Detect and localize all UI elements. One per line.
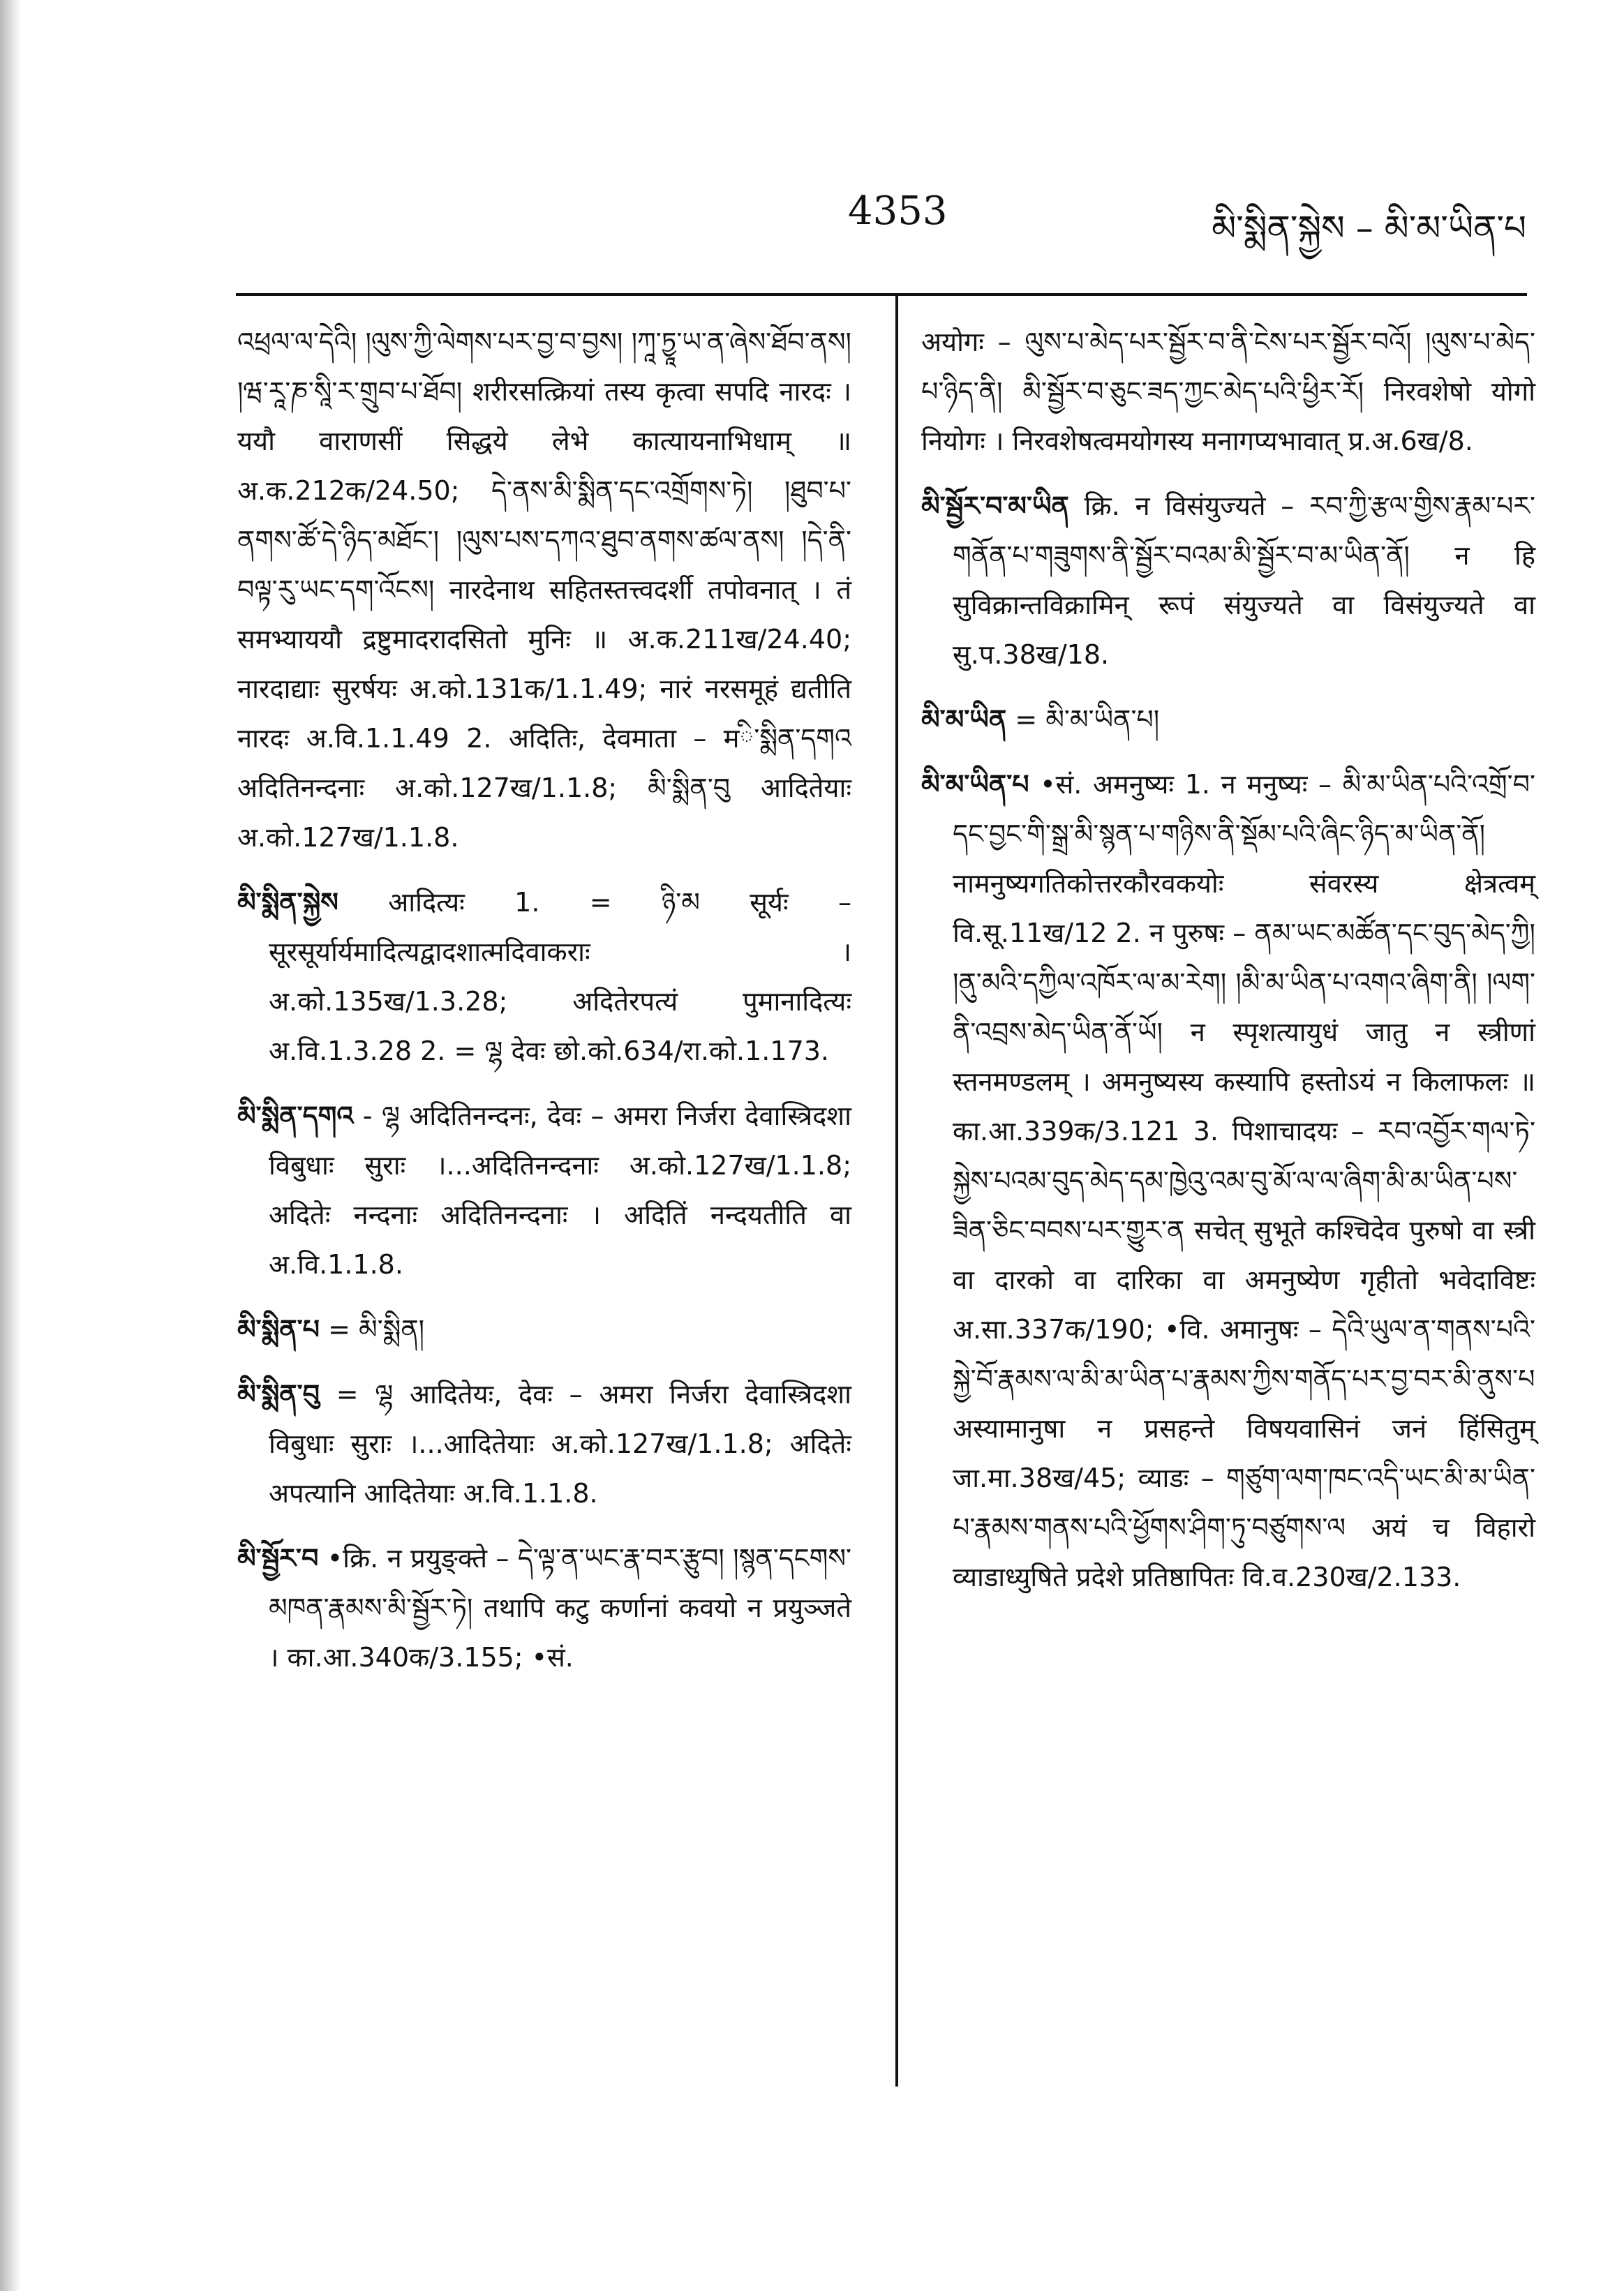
dictionary-entry xyxy=(237,1091,851,1290)
scan-edge-shadow xyxy=(0,0,21,2291)
continuation-text xyxy=(237,318,851,863)
entry-headword: མི་སྦྱོར་བ་མ་ཡིན xyxy=(921,491,1069,521)
entry-headword: མི་མ་ཡིན་པ xyxy=(921,769,1029,800)
continuation-text xyxy=(921,318,1535,466)
dictionary-entry xyxy=(237,1305,851,1355)
entry-headword: མི་སྨིན་དགའ xyxy=(237,1100,354,1131)
entry-text: = མི་སྨིན། xyxy=(328,1314,425,1345)
entry-headword: མི་སྨིན་བུ xyxy=(237,1379,320,1410)
entry-text: आदित्यः 1. = ཉི་མ सूर्यः – सूरसूर्यार्यमादित्यद्वादशात्मदिवाकराः । अ.को.135ख/1.3.28; अदितेरपत्यं पुमानादित्यः अ.वि.1.3.28 2. = ལྷ देवः छो.को.634/रा.को.1.173. xyxy=(269,887,851,1066)
entry-text: = མི་མ་ཡིན་པ། xyxy=(1015,704,1160,735)
entry-text: - ལྷ अदितिनन्दनः, देवः – अमरा निर्जरा देवास्त्रिदशा विबुधाः सुराः ।...अदितिनन्दनाः अ.को.127ख/1.1.8; अदितेः नन्दनाः अदितिनन्दनाः । अदितिं नन्दयतीति वा अ.वि.1.1.8. xyxy=(269,1100,851,1280)
entry-text: क्रि. न विसंयुज्यते – རབ་ཀྱི་རྩལ་གྱིས་རྣམ་པར་གནོན་པ་གཟུགས་ནི་སྦྱོར་བའམ་མི་སྦྱོར་བ་མ་ཡིན་ནོ། न हि सुविक्रान्तविक्रामिन् रूपं संयुज्यते वा विसंयुज्यते वा सु.प.38ख/18. xyxy=(953,491,1535,670)
entry-text: འཕྲལ་ལ་དེའི། །ལུས་ཀྱི་ལེགས་པར་བྱ་བ་བྱས། །ཀཱ་ཏྱཱ་ཡ་ན་ཞེས་ཐོབ་ནས། །ཝ་རཱ་ཎ་སཱི་ར་གྲུབ་པ་ཐོབ། शरीरसत्क्रियां तस्य कृत्वा सपदि नारदः । ययौ वाराणसीं सिद्धये लेभे कात्यायनाभिधाम् ॥ अ.क.212क/24.50; དེ་ནས་མི་སྨིན་དང་འགྲོགས་ཏེ། །ཐུབ་པ་ནགས་ཚོ་དེ་ཉིད་མཐོང་། །ལུས་པས་དཀའ་ཐུབ་ནགས་ཚལ་ནས། །དེ་ནི་བལྟ་རུ་ཡང་དག་འོངས། नारदेनाथ सहितस्तत्त्वदर्शी तपोवनात् । तं समभ्याययौ द्रष्टुमादरादसितो मुनिः ॥ अ.क.211ख/24.40; नारदाद्याः सुरर्षयः अ.को.131क/1.1.49; नारं नरसमूहं द्यतीति नारदः अ.वि.1.1.49 2. अदितिः, देवमाता – मི་སྨིན་དགའ अदितिनन्दनाः अ.को.127ख/1.1.8; མི་སྨིན་བུ आदितेयाः अ.को.127ख/1.1.8. xyxy=(237,327,851,853)
entry-text: अयोगः – ལུས་པ་མེད་པར་སྦྱོར་བ་ནི་ངེས་པར་སྦྱོར་བའོ། །ལུས་པ་མེད་པ་ཉིད་ནི། མི་སྦྱོར་བ་ཅུང་ཟད་ཀྱང་མེད་པའི་ཕྱིར་རོ། निरवशेषो योगो नियोगः । निरवशेषत्वमयोगस्य मनागप्यभावात् प्र.अ.6ख/8. xyxy=(921,327,1535,456)
entry-headword: མི་སྦྱོར་བ xyxy=(237,1543,319,1574)
entry-headword: མི་སྨིན་སྐྱེས xyxy=(237,887,338,918)
dictionary-entry xyxy=(921,695,1535,745)
right-column xyxy=(921,318,1535,1618)
entry-headword: མི་མ་ཡིན xyxy=(921,704,1007,735)
entry-text: •सं. अमनुष्यः 1. न मनुष्यः – མི་མ་ཡིན་པའི་འགྲོ་བ་དང་བྱང་གི་སྒྲ་མི་སྙན་པ་གཉིས་ནི་སྡོམ་པའི་ཞིང་ཉིད་མ་ཡིན་ནོ། नामनुष्यगतिकोत्तरकौरवकयोः संवरस्य क्षेत्रत्वम् वि.सू.11ख/12 2. न पुरुषः – ནམ་ཡང་མཚོན་དང་བུད་མེད་ཀྱི། །ནུ་མའི་དཀྱིལ་འཁོར་ལ་མ་རེག། །མི་མ་ཡིན་པ་འགའ་ཞིག་ནི། །ལག་ནི་འབྲས་མེད་ཡིན་ནོ་ཡོ། न स्पृशत्यायुधं जातु न स्त्रीणां स्तनमण्डलम् । अमनुष्यस्य कस्यापि हस्तोऽयं न किलाफलः ॥ का.आ.339क/3.121 3. पिशाचादयः – རབ་འབྱོར་གལ་ཏེ་སྐྱེས་པའམ་བུད་མེད་དམ་ཁྱེའུ་འམ་བུ་མོ་ལ་ལ་ཞིག་མི་མ་ཡིན་པས་ཟིན་ཅིང་བབས་པར་གྱུར་ན सचेत् सुभूते कश्चिदेव पुरुषो वा स्त्री वा दारको वा दारिका वा अमनुष्येण गृहीतो भवेदाविष्टः अ.सा.337क/190; •वि. अमानुषः – དེའི་ཡུལ་ན་གནས་པའི་སྐྱེ་བོ་རྣམས་ལ་མི་མ་ཡིན་པ་རྣམས་ཀྱིས་གནོད་པར་བྱ་བར་མི་ནུས་པ अस्यामानुषा न प्रसहन्ते विषयवासिनं जनं हिंसितुम् जा.मा.38ख/45; व्याडः – གཙུག་ལག་ཁང་འདི་ཡང་མི་མ་ཡིན་པ་རྣམས་གནས་པའི་ཕྱོགས་ཤིག་ཏུ་བཙུགས་ལ अयं च विहारो व्याडाध्युषिते प्रदेशे प्रतिष्ठापितः वि.व.230ख/2.133. xyxy=(953,769,1535,1592)
dictionary-entry xyxy=(921,482,1535,680)
entry-headword: མི་སྨིན་པ xyxy=(237,1314,320,1345)
page-number: 4353 xyxy=(848,188,948,234)
dictionary-entry xyxy=(237,1370,851,1518)
entry-text: = ལྷ आदितेयः, देवः – अमरा निर्जरा देवास्त्रिदशा विबुधाः सुराः ।...आदितेयाः अ.को.127ख/1.1.8; अदितेः अपत्यानि आदितेयाः अ.वि.1.1.8. xyxy=(269,1379,851,1509)
dictionary-entry xyxy=(237,1534,851,1682)
running-head: མི་སྨིན་སྐྱེས – མི་མ་ཡིན་པ xyxy=(1212,208,1526,248)
left-column xyxy=(237,318,851,1698)
dictionary-entry xyxy=(921,760,1535,1602)
header-rule xyxy=(236,293,1527,296)
entry-text: •क्रि. न प्रयुङ्क्ते – དེ་ལྟ་ན་ཡང་རྣ་བར་རྩུབ། །སྙན་དངགས་མཁན་རྣམས་མི་སྦྱོར་ཏེ། तथापि कटु कर्णानां कवयो न प्रयुञ्जते । का.आ.340क/3.155; •सं. xyxy=(269,1543,851,1673)
column-divider xyxy=(895,293,898,2087)
dictionary-entry xyxy=(237,878,851,1076)
